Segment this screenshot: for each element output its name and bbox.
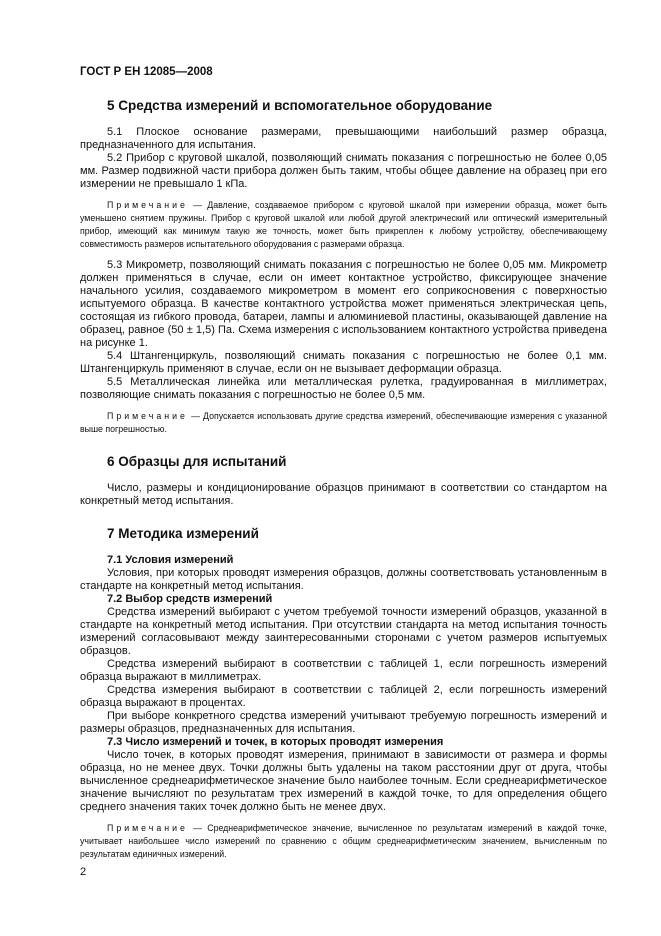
- note-text: — Давление, создаваемое прибором с круговой шкалой при измерении образца, может быть уменьшено снятием пружины. Прибор с круговой шкалой или любой другой электрический или оптический измерительный прибор, имеющий как минимум такую же точность, может быть прикреплен к любому устройству, обеспечивающему совместимость размеров испытательного оборудования с размерами образца.: [80, 200, 607, 249]
- section-5-heading: 5 Средства измерений и вспомогательное оборудование: [107, 98, 493, 113]
- note-text: — Среднеарифметическое значение, вычисленное по результатам измерений в каждой точке, учитывает наибольшее число измерений по сравнению с общим среднеарифметическим значением, вычисленным по результатам единичных измерений.: [80, 823, 607, 859]
- paragraph-7-1: Условия, при которых проводят измерения образцов, должны соответствовать установленным в стандарте на конкретный метод испытания.: [80, 567, 607, 592]
- paragraph-7-2-c: Средства измерения выбирают в соответствии с таблицей 2, если погрешность измерений образца выражают в процентах.: [80, 684, 607, 709]
- section-7-heading: 7 Методика измерений: [107, 526, 259, 541]
- note-1: [80, 199, 607, 251]
- page-number: 2: [80, 866, 87, 878]
- note-2: [80, 410, 607, 436]
- note-3: [80, 822, 607, 861]
- section-6-heading: 6 Образцы для испытаний: [107, 454, 287, 469]
- document-header: ГОСТ Р ЕН 12085—2008: [80, 66, 213, 78]
- note-label: Примечание: [107, 823, 188, 833]
- note-text: — Допускается использовать другие средства измерений, обеспечивающие измерения с указанной выше погрешностью.: [80, 411, 607, 434]
- paragraph-5-4: 5.4 Штангенциркуль, позволяющий снимать показания с погрешностью не более 0,1 мм. Штангенциркуль применяют в случае, если он не вызывает деформации образца.: [80, 350, 607, 375]
- paragraph-5-5: 5.5 Металлическая линейка или металлическая рулетка, градуированная в миллиметрах, позволяющие снимать показания с погрешностью не более 0,5 мм.: [80, 376, 607, 401]
- subsection-7-2-heading: 7.2 Выбор средств измерений: [107, 593, 273, 605]
- note-label: Примечание: [107, 200, 188, 210]
- note-label: Примечание: [107, 411, 188, 421]
- paragraph-7-2-a: Средства измерений выбирают с учетом требуемой точности измерений образцов, указанной в стандарте на конкретный метод испытания. При отсутствии стандарта на метод испытания точность измерений согласовывают между заинтересованными сторонами с учетом размеров испытуемых образцов.: [80, 606, 607, 657]
- paragraph-7-2-d: При выборе конкретного средства измерений учитывают требуемую погрешность измерений и размеры образцов, предназначенных для испытания.: [80, 710, 607, 735]
- paragraph-7-2-b: Средства измерений выбирают в соответствии с таблицей 1, если погрешность измерений образца выражают в миллиметрах.: [80, 658, 607, 683]
- paragraph-5-2: 5.2 Прибор с круговой шкалой, позволяющий снимать показания с погрешностью не более 0,05 мм. Размер подвижной части прибора должен быть таким, чтобы общее давление на образец при его измерении не превышало 1 кПа.: [80, 152, 607, 190]
- document-page: [80, 66, 607, 869]
- paragraph-5-3: 5.3 Микрометр, позволяющий снимать показания с погрешностью не более 0,05 мм. Микрометр должен применяться в случае, если он имеет контактное устройство, фиксирующее значение начального усилия, создаваемого микрометром в момент его соприкосновения с поверхностью испытуемого образца. В качестве контактного устройства может применяться электрическая цепь, состоящая из гибкого провода, батареи, лампы и алюминиевой пластины, оказывающей давление на образец, равное (50 ± 1,5) Па. Схема измерения с использованием контактного устройства приведена на рисунке 1.: [80, 259, 607, 349]
- subsection-7-1-heading: 7.1 Условия измерений: [107, 554, 234, 566]
- paragraph-7-3: Число точек, в которых проводят измерения, принимают в зависимости от размера и формы образца, но не менее двух. Точки должны быть удалены на таком расстоянии друг от друга, чтобы вычисленное среднеарифметическое значение было наиболее точным. Если среднеарифметическое значение вычисляют по результатам трех измерений в каждой точке, то для определения общего среднего значения таких точек должно быть не менее двух.: [80, 749, 607, 813]
- paragraph-6: Число, размеры и кондиционирование образцов принимают в соответствии со стандартом на конкретный метод испытания.: [80, 482, 607, 507]
- paragraph-5-1: 5.1 Плоское основание размерами, превышающими наибольший размер образца, предназначенного для испытания.: [80, 126, 607, 151]
- subsection-7-3-heading: 7.3 Число измерений и точек, в которых проводят измерения: [107, 736, 444, 748]
